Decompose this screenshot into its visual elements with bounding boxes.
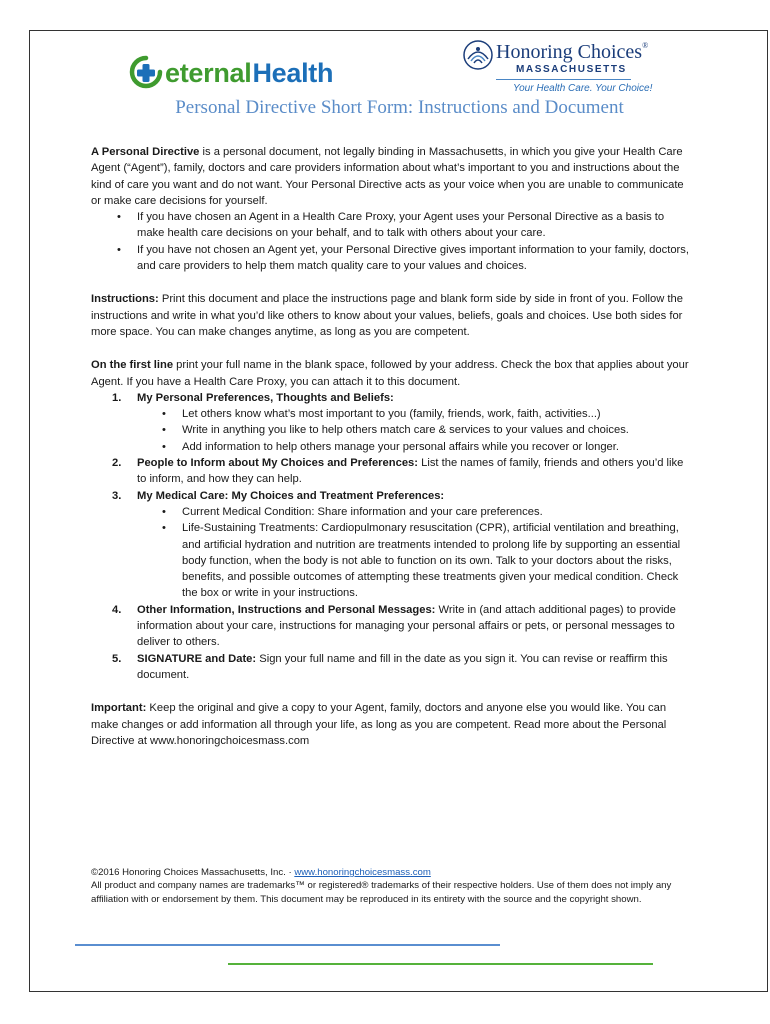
honoring-choices-name: Honoring Choices®: [496, 41, 649, 63]
list-item: • If you have chosen an Agent in a Health Care Proxy, your Agent uses your Personal Directive as a basis to make health care decisions on your behalf, and to talk with others about your care.: [91, 209, 689, 242]
steps-list: [91, 390, 689, 683]
first-line-paragraph: On the first line print your full name in the blank space, followed by your address. Check the box that applies about your Agent. If you have a Health Care Proxy, you can attach it to this document.: [91, 359, 689, 388]
document-body: [91, 144, 689, 749]
logo-text-health: Health: [252, 57, 334, 88]
document-page: [29, 30, 768, 992]
step-3: 3. My Medical Care: My Choices and Treatment Preferences: • Current Medical Condition: Share information and your care preferences. • Life-Sustaining Treatments: Cardiopulmonary resuscitation (CPR), artificial ventilation and breathing, and artificial hydration and nutrition are treatments intended to prolong life by supporting an essential body function, when the body is not able to function on its own. Talk to your doctors about the risks, benefits, and possible outcomes of attempting these treatments given your medical condition. Check the box or write in your instructions.: [91, 488, 689, 602]
intro-bullet-list: [91, 209, 689, 274]
intro-paragraph: A Personal Directive is a personal document, not legally binding in Massachusetts, in which you give your Health Care Agent (“Agent”), family, doctors and care providers information about what’s important to you and instructions about the kind of care you want and do not want. Your Personal Directive acts as your voice when you are unable to communicate or make care decisions for yourself.: [91, 146, 684, 207]
logo-text-eternal: eternal: [165, 57, 252, 88]
green-divider-line: [228, 963, 653, 965]
website-link[interactable]: www.honoringchoicesmass.com: [294, 867, 431, 878]
honoring-choices-state: MASSACHUSETTS: [516, 64, 627, 75]
list-item: • Let others know what’s most important to you (family, friends, work, faith, activities...): [137, 406, 689, 422]
list-item: • If you have not chosen an Agent yet, your Personal Directive gives important information to your family, doctors, and care providers to help them match quality care to your values and choices.: [91, 242, 689, 275]
step-1: 1. My Personal Preferences, Thoughts and Beliefs: • Let others know what’s most important to you (family, friends, work, faith, activities...) • Write in anything you like to help others match care & services to your values and choices. • Add information to help others manage your personal affairs while you recover or longer.: [91, 390, 689, 455]
blue-divider-line: [75, 944, 500, 946]
step-5: 5. SIGNATURE and Date: Sign your full name and fill in the date as you sign it. You can revise or reaffirm this document.: [112, 652, 668, 681]
eternal-health-logo: [128, 53, 333, 93]
logo-rule: [496, 79, 631, 80]
trademark-disclaimer: All product and company names are trademarks™ or registered® trademarks of their respective holders. Use of them does not imply any affiliation with or endorsement by them. This document may be reproduced in its entirety with the source and the copyright shown.: [91, 880, 672, 905]
step-2: 2. People to Inform about My Choices and Preferences: List the names of family, friends and others you’d like to inform, and how they can help.: [112, 457, 684, 486]
eternal-health-cross-icon: [128, 55, 164, 91]
list-item: • Write in anything you like to help others match care & services to your values and choices.: [137, 422, 689, 438]
honoring-choices-tagline: Your Health Care. Your Choice!: [513, 83, 653, 94]
important-paragraph: Important: Keep the original and give a copy to your Agent, family, doctors and anyone else you would like. You can make changes or add information all through your life, as long as you are competent. Read more about the Personal Directive at www.honoringchoicesmass.com: [91, 702, 667, 747]
page-title: Personal Directive Short Form: Instructions and Document: [175, 97, 624, 118]
honoring-choices-logo: [462, 39, 653, 95]
footer: [91, 866, 691, 906]
honoring-choices-seal-icon: [462, 39, 494, 71]
list-item: • Life-Sustaining Treatments: Cardiopulmonary resuscitation (CPR), artificial ventilation and breathing, and artificial hydration and nutrition are treatments intended to prolong life by supporting an essential body function, when the body is not able to function on its own. Talk to your doctors about the risks, benefits, and possible outcomes of attempting these treatments given your medical condition. Check the box or write in your instructions.: [137, 520, 689, 601]
step-4: 4. Other Information, Instructions and Personal Messages: Write in (and attach additional pages) to provide information about your care, instructions for managing your personal affairs or pets, or personal messages to deliver to others.: [112, 603, 676, 649]
list-item: • Add information to help others manage your personal affairs while you recover or longer.: [137, 439, 689, 455]
list-item: • Current Medical Condition: Share information and your care preferences.: [137, 504, 689, 520]
instructions-paragraph: Instructions: Print this document and place the instructions page and blank form side by side in front of you. Follow the instructions and write in what you’d like others to know about your values, beliefs, goals and choices. Use both sides for more space. You can make changes anytime, as long as you are competent.: [91, 293, 683, 338]
copyright-line: ©2016 Honoring Choices Massachusetts, Inc. · www.honoringchoicesmass.com: [91, 867, 431, 878]
